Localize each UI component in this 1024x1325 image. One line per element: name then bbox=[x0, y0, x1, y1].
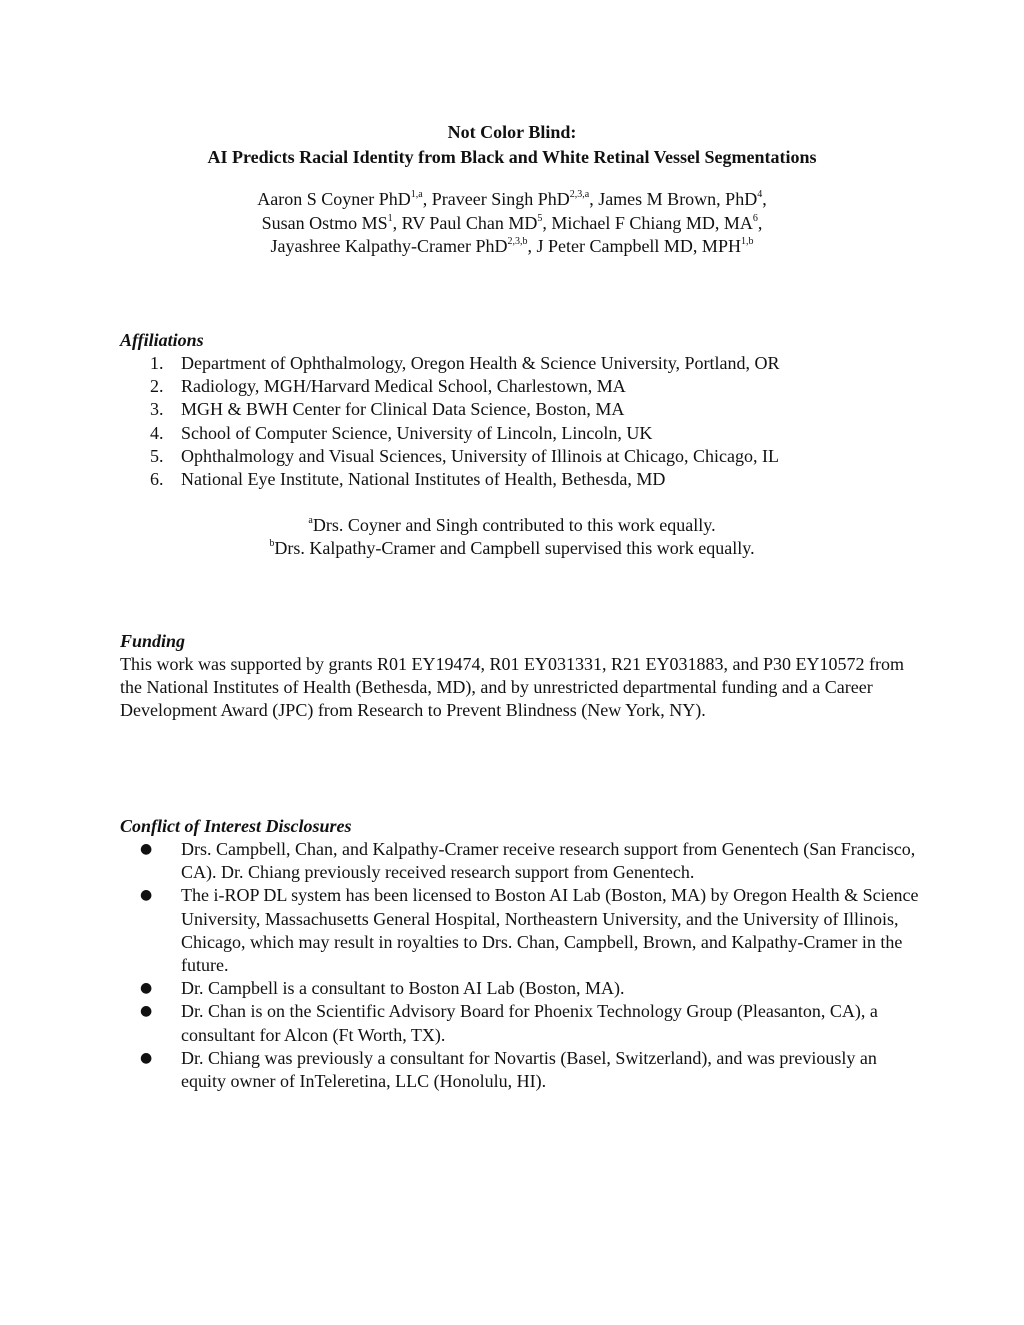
disclosure-text: Drs. Campbell, Chan, and Kalpathy-Cramer receive research support from Genentech (San Francisco, CA). Dr. Chiang previously received research support from Genentech. bbox=[181, 839, 916, 883]
affiliation-number: 4. bbox=[150, 422, 164, 443]
conflict-of-interest-list bbox=[120, 838, 920, 1093]
author-affiliation-sup: 2,3,b bbox=[507, 236, 528, 247]
bullet-icon: ● bbox=[140, 841, 153, 857]
author-separator: , bbox=[589, 189, 599, 209]
author-name: Praveer Singh PhD bbox=[431, 189, 570, 209]
affiliation-item bbox=[120, 422, 920, 445]
disclosure-item bbox=[120, 838, 920, 884]
note-text: Drs. Kalpathy-Cramer and Campbell supervised this work equally. bbox=[274, 538, 755, 559]
disclosure-text: The i-ROP DL system has been licensed to Boston AI Lab (Boston, MA) by Oregon Health & Science University, Massachusetts General Hospital, Northeastern University, and the University of Illinois, Chicago, which may result in royalties to Drs. Chan, Campbell, Brown, and Kalpathy-Cramer in the future. bbox=[181, 885, 919, 976]
title-line-2: AI Predicts Racial Identity from Black and White Retinal Vessel Segmentations bbox=[207, 147, 817, 167]
author-name: James M Brown, PhD bbox=[598, 189, 758, 209]
disclosure-item bbox=[120, 1047, 920, 1093]
bullet-icon: ● bbox=[140, 980, 153, 997]
affiliation-number: 6. bbox=[150, 468, 164, 489]
affiliation-text: Department of Ophthalmology, Oregon Health & Science University, Portland, OR bbox=[181, 353, 780, 373]
affiliation-item bbox=[120, 398, 920, 421]
author-affiliation-sup: 1,b bbox=[740, 236, 754, 247]
bullet-icon: ● bbox=[140, 1003, 153, 1020]
title-block bbox=[0, 120, 1024, 170]
author-separator: , bbox=[542, 212, 552, 233]
disclosure-text: Dr. Chiang was previously a consultant for Novartis (Basel, Switzerland), and was previously an equity owner of InTeleretina, LLC (Honolulu, HI). bbox=[181, 1047, 877, 1092]
bullet-icon: ● bbox=[140, 1049, 153, 1066]
affiliation-text: Radiology, MGH/Harvard Medical School, Charlestown, MA bbox=[181, 376, 626, 397]
author-name: Jayashree Kalpathy-Cramer PhD bbox=[270, 236, 508, 256]
note-text: Drs. Coyner and Singh contributed to this work equally. bbox=[312, 515, 716, 535]
author-name: Michael F Chiang MD, MA bbox=[551, 212, 753, 233]
affiliations-list bbox=[120, 352, 920, 491]
author-affiliation-sup: 1 bbox=[387, 212, 393, 224]
equal-contribution-notes bbox=[0, 514, 1024, 560]
disclosure-text: Dr. Chan is on the Scientific Advisory Board for Phoenix Technology Group (Pleasanton, CA), a consultant for Alcon (Ft Worth, TX). bbox=[181, 1001, 878, 1045]
disclosure-item bbox=[120, 1000, 920, 1046]
affiliation-number: 3. bbox=[150, 399, 164, 420]
affiliation-item bbox=[120, 468, 920, 491]
affiliation-text: Ophthalmology and Visual Sciences, University of Illinois at Chicago, Chicago, IL bbox=[181, 445, 779, 466]
disclosure-text: Dr. Campbell is a consultant to Boston AI Lab (Boston, MA). bbox=[181, 978, 625, 999]
affiliations-heading: Affiliations bbox=[120, 330, 204, 350]
author-name: Susan Ostmo MS bbox=[261, 212, 388, 233]
funding-paragraph: This work was supported by grants R01 EY19474, R01 EY031331, R21 EY031883, and P30 EY10572 from the National Institutes of Health (Bethesda, MD), and by unrestricted departmental funding and a Career Development Award (JPC) from Research to Prevent Blindness (New York, NY). bbox=[120, 654, 904, 721]
author-affiliation-sup: 1,a bbox=[410, 189, 423, 200]
title-line-1: Not Color Blind: bbox=[447, 122, 577, 142]
author-affiliation-sup: 6 bbox=[752, 212, 758, 224]
author-separator: , bbox=[422, 189, 432, 209]
affiliation-item bbox=[120, 352, 920, 375]
author-line bbox=[0, 212, 1024, 236]
affiliation-text: MGH & BWH Center for Clinical Data Science, Boston, MA bbox=[181, 399, 625, 420]
author-separator: , bbox=[762, 189, 767, 209]
disclosure-item bbox=[120, 884, 920, 977]
author-separator: , bbox=[527, 236, 537, 256]
conflict-of-interest-heading: Conflict of Interest Disclosures bbox=[120, 816, 352, 836]
author-affiliation-sup: 2,3,a bbox=[569, 189, 590, 200]
author-affiliation-sup: 5 bbox=[537, 212, 543, 224]
authors-block bbox=[0, 188, 1024, 259]
contribution-note bbox=[0, 514, 1024, 537]
note-marker: b bbox=[269, 538, 275, 550]
disclosure-item bbox=[120, 977, 920, 1000]
affiliation-number: 5. bbox=[150, 445, 164, 466]
affiliation-number: 1. bbox=[150, 353, 164, 373]
author-line bbox=[0, 235, 1024, 259]
affiliation-text: School of Computer Science, University of Lincoln, Lincoln, UK bbox=[181, 422, 653, 443]
note-marker: a bbox=[308, 515, 313, 526]
author-separator: , bbox=[392, 212, 402, 233]
author-name: Aaron S Coyner PhD bbox=[257, 189, 411, 209]
affiliation-item bbox=[120, 375, 920, 398]
author-name: J Peter Campbell MD, MPH bbox=[536, 236, 741, 256]
author-separator: , bbox=[757, 212, 763, 233]
author-line bbox=[0, 188, 1024, 212]
funding-heading: Funding bbox=[120, 631, 186, 651]
affiliation-text: National Eye Institute, National Institutes of Health, Bethesda, MD bbox=[181, 468, 666, 489]
author-name: RV Paul Chan MD bbox=[401, 212, 538, 233]
author-affiliation-sup: 4 bbox=[757, 189, 763, 200]
bullet-icon: ● bbox=[140, 887, 153, 904]
affiliation-item bbox=[120, 445, 920, 468]
affiliation-number: 2. bbox=[150, 376, 164, 397]
contribution-note bbox=[0, 537, 1024, 560]
